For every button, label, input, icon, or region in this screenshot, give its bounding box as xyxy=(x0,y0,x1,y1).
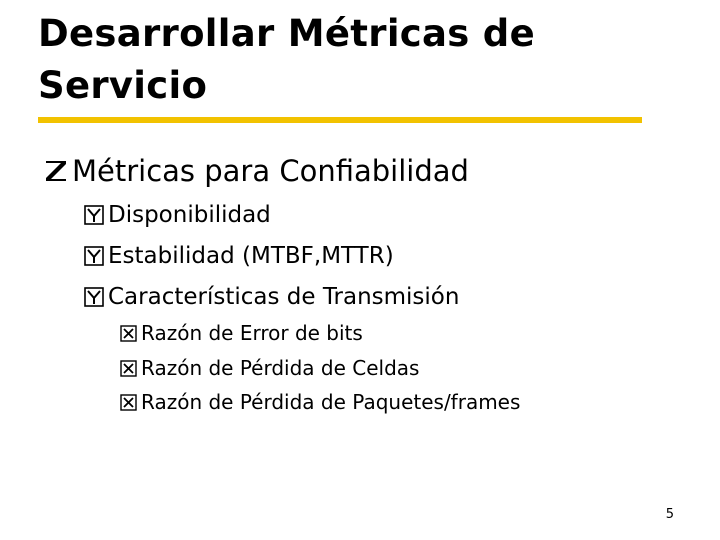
bullet-text: Razón de Error de bits xyxy=(141,321,363,345)
z-icon xyxy=(44,159,68,183)
bullet-level2-transmision xyxy=(84,280,459,314)
bullet-text: Características de Transmisión xyxy=(108,284,460,310)
bullet-level3-perdida-paquetes xyxy=(120,387,520,417)
bullet-text: Razón de Pérdida de Celdas xyxy=(141,356,420,380)
bullet-text: Disponibilidad xyxy=(108,202,271,228)
page-number: 5 xyxy=(665,507,674,522)
x-box-icon xyxy=(120,325,137,342)
title-underline-rule xyxy=(38,117,642,123)
x-box-icon xyxy=(120,394,137,411)
y-box-icon xyxy=(84,287,104,307)
bullet-text: Métricas para Confiabilidad xyxy=(72,154,469,188)
bullet-level2-estabilidad xyxy=(84,239,394,273)
bullet-text: Razón de Pérdida de Paquetes/frames xyxy=(141,390,521,414)
bullet-level3-perdida-celdas xyxy=(120,353,419,383)
y-box-icon xyxy=(84,205,104,225)
bullet-text: Estabilidad (MTBF,MTTR) xyxy=(108,243,394,269)
slide-title: Desarrollar Métricas de Servicio xyxy=(38,12,535,107)
y-box-icon xyxy=(84,246,104,266)
bullet-level3-error-bits xyxy=(120,318,363,348)
x-box-icon xyxy=(120,360,137,377)
bullet-level1-confiabilidad xyxy=(44,151,469,191)
bullet-level2-disponibilidad xyxy=(84,198,271,232)
